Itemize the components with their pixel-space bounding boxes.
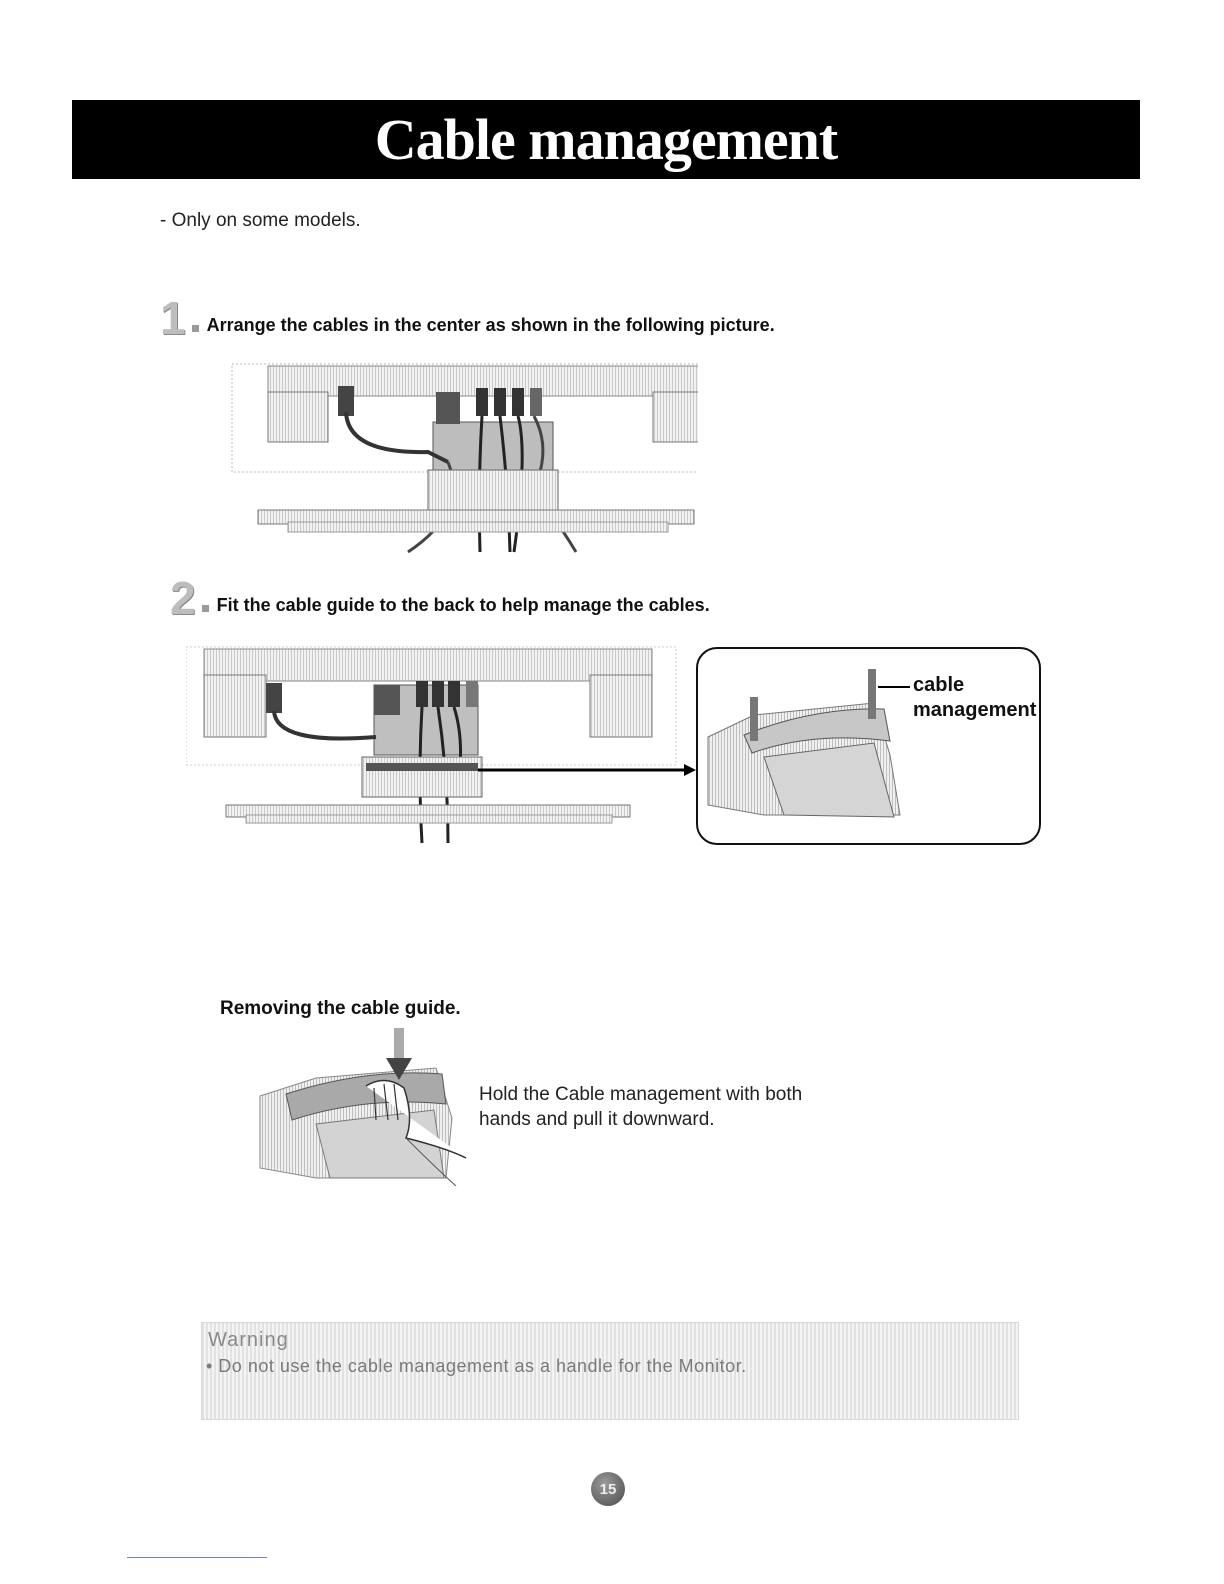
step-1-text: Arrange the cables in the center as shown in the following picture. <box>206 315 775 335</box>
page-number-badge: 15 <box>591 1472 625 1506</box>
page-title: Cable management <box>374 107 838 172</box>
step-2 <box>170 572 710 624</box>
removing-instruction <box>479 1082 839 1132</box>
step-1-number: 1 <box>160 292 186 344</box>
instruction-line-1: Hold the Cable management with both <box>479 1084 803 1105</box>
models-note: - Only on some models. <box>160 210 361 231</box>
monitor-back-illustration-2 <box>186 645 698 845</box>
step-2-number: 2 <box>170 572 196 624</box>
instruction-line-2: hands and pull it downward. <box>479 1109 715 1130</box>
warning-title: Warning <box>208 1329 289 1351</box>
warning-text: • Do not use the cable management as a handle for the Monitor. <box>206 1356 747 1376</box>
step-2-text: Fit the cable guide to the back to help manage the cables. <box>216 595 710 615</box>
page-title-bar <box>72 100 1140 179</box>
step-bullet-icon <box>202 605 209 612</box>
removing-heading: Removing the cable guide. <box>220 998 461 1019</box>
monitor-back-illustration-1 <box>228 362 698 554</box>
step-bullet-icon <box>192 325 199 332</box>
step-1 <box>160 292 775 344</box>
removing-cable-guide-illustration <box>256 1028 476 1188</box>
warning-box <box>201 1322 1019 1420</box>
callout-line-1: cable <box>913 674 965 696</box>
callout-line-2: management <box>913 699 1037 721</box>
footer-divider <box>127 1557 267 1558</box>
cable-management-callout-label <box>913 673 1036 723</box>
